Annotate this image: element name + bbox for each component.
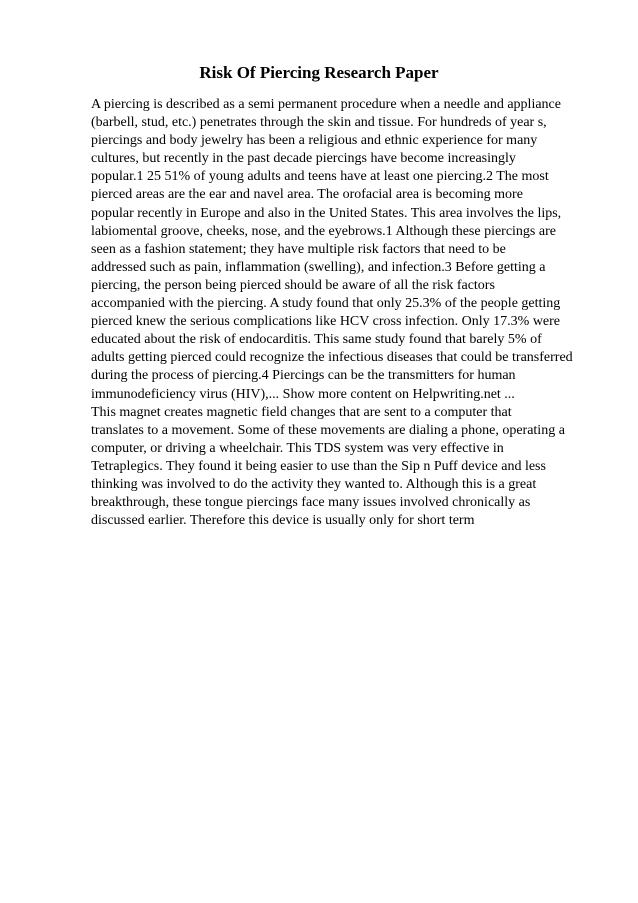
text-line: popular.1 25 51% of young adults and teens have at least one piercing.2 The most	[91, 169, 549, 185]
text-line: addressed such as pain, inflammation (swelling), and infection.3 Before getting a	[91, 259, 546, 275]
text-line: accompanied with the piercing. A study found that only 25.3% of the people getting	[91, 296, 561, 312]
text-line: This magnet creates magnetic field changes that are sent to a computer that	[91, 404, 512, 420]
body-text	[91, 96, 611, 530]
text-line: A piercing is described as a semi permanent procedure when a needle and appliance	[91, 97, 561, 112]
text-line: seen as a fashion statement; they have multiple risk factors that need to be	[91, 241, 506, 257]
text-line: labiomental groove, cheeks, nose, and the eyebrows.1 Although these piercings are	[91, 223, 556, 239]
text-line: piercing, the person being pierced should be aware of all the risk factors	[91, 277, 495, 293]
text-line: breakthrough, these tongue piercings face many issues involved chronically as	[91, 495, 531, 511]
text-line: educated about the risk of endocarditis. This same study found that barely 5% of	[91, 332, 542, 348]
text-line: during the process of piercing.4 Piercings can be the transmitters for human	[91, 368, 516, 384]
text-line: cultures, but recently in the past decade piercings have become increasingly	[91, 151, 516, 167]
text-line: (barbell, stud, etc.) penetrates through the skin and tissue. For hundreds of year s,	[91, 115, 547, 131]
text-line: Tetraplegics. They found it being easier to use than the Sip n Puff device and less	[91, 458, 546, 474]
text-line: pierced areas are the ear and navel area. The orofacial area is becoming more	[91, 187, 523, 203]
text-line: translates to a movement. Some of these movements are dialing a phone, operating a	[91, 422, 565, 438]
text-line: pierced knew the serious complications like HCV cross infection. Only 17.3% were	[91, 314, 561, 330]
text-line: computer, or driving a wheelchair. This TDS system was very effective in	[91, 440, 504, 456]
text-line: adults getting pierced could recognize the infectious diseases that could be transferred	[91, 350, 573, 366]
text-line: piercings and body jewelry has been a religious and ethnic experience for many	[91, 133, 538, 149]
text-line: discussed earlier. Therefore this device is usually only for short term	[91, 513, 475, 529]
text-line: immunodeficiency virus (HIV),... Show more content on Helpwriting.net ...	[91, 386, 515, 402]
text-line: popular recently in Europe and also in the United States. This area involves the lips,	[91, 205, 562, 221]
page-title: Risk Of Piercing Research Paper	[199, 63, 439, 82]
text-line: thinking was involved to do the activity they wanted to. Although this is a great	[91, 476, 537, 492]
